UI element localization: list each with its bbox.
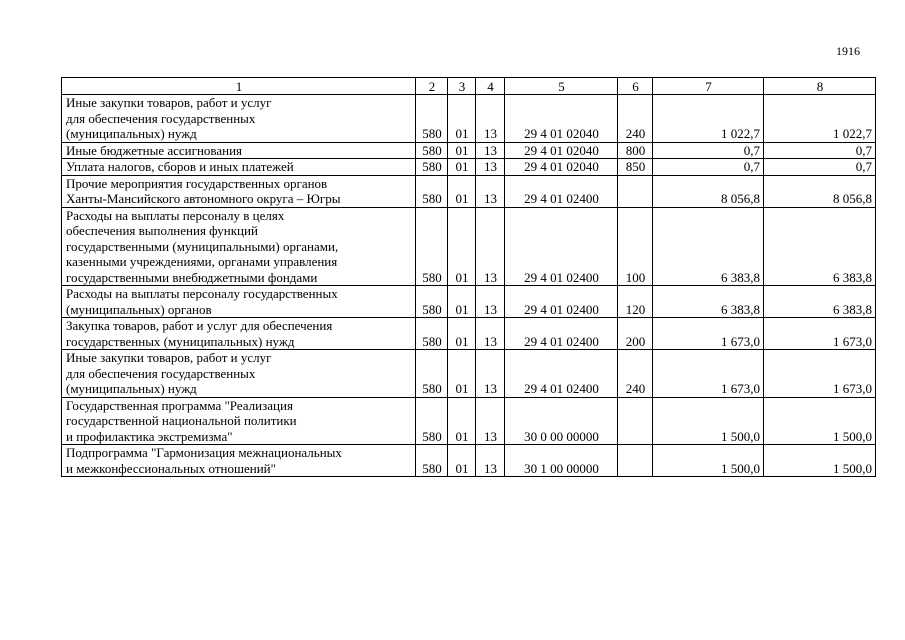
item-name-line: (муниципальных) нужд — [66, 381, 197, 396]
header-cell: 7 — [653, 78, 764, 95]
item-name-cell — [62, 95, 416, 143]
item-name-line: Иные закупки товаров, работ и услуг — [66, 350, 272, 365]
header-row — [62, 78, 876, 95]
subsection-cell: 13 — [476, 207, 505, 286]
item-name-line: Закупка товаров, работ и услуг для обеспечения — [66, 318, 333, 333]
amount-cell: 6 383,8 — [653, 286, 764, 318]
section-cell: 01 — [448, 95, 476, 143]
item-name-line: государственными внебюджетными фондами — [66, 269, 318, 285]
table-row — [62, 207, 876, 286]
admin-code-cell: 580 — [416, 142, 448, 159]
admin-code-cell: 580 — [416, 207, 448, 286]
amount-cell: 1 022,7 — [653, 95, 764, 143]
expense-type-cell: 240 — [618, 350, 653, 398]
section-cell: 01 — [448, 397, 476, 445]
target-article-cell: 30 1 00 00000 — [505, 445, 618, 477]
amount-cell: 1 673,0 — [653, 318, 764, 350]
item-name-line: казенными учреждениями, органами управления — [66, 254, 338, 269]
amount-cell: 1 673,0 — [764, 318, 876, 350]
target-article-cell: 29 4 01 02040 — [505, 159, 618, 176]
subsection-cell: 13 — [476, 350, 505, 398]
item-name-line: для обеспечения государственных — [66, 365, 256, 381]
header-cell: 3 — [448, 78, 476, 95]
target-article-cell: 29 4 01 02040 — [505, 95, 618, 143]
item-name-line: Иные закупки товаров, работ и услуг — [66, 95, 272, 110]
item-name-cell — [62, 350, 416, 398]
admin-code-cell: 580 — [416, 286, 448, 318]
target-article-cell: 29 4 01 02400 — [505, 350, 618, 398]
amount-cell: 0,7 — [653, 142, 764, 159]
amount-cell: 0,7 — [764, 142, 876, 159]
subsection-cell: 13 — [476, 159, 505, 176]
expense-type-cell: 100 — [618, 207, 653, 286]
item-name-cell — [62, 207, 416, 286]
item-name-cell — [62, 286, 416, 318]
target-article-cell: 29 4 01 02040 — [505, 142, 618, 159]
amount-cell: 1 500,0 — [764, 445, 876, 477]
item-name-line: (муниципальных) органов — [66, 301, 212, 317]
amount-cell: 1 673,0 — [764, 350, 876, 398]
admin-code-cell: 580 — [416, 350, 448, 398]
expense-type-cell: 240 — [618, 95, 653, 143]
amount-cell: 1 022,7 — [764, 95, 876, 143]
amount-cell: 1 500,0 — [653, 445, 764, 477]
item-name-cell — [62, 159, 416, 176]
table-row — [62, 445, 876, 477]
section-cell: 01 — [448, 142, 476, 159]
amount-cell: 8 056,8 — [653, 175, 764, 207]
table-row — [62, 350, 876, 398]
header-cell: 6 — [618, 78, 653, 95]
page-number: 1916 — [836, 44, 860, 58]
section-cell: 01 — [448, 159, 476, 176]
table-row — [62, 175, 876, 207]
item-name-line: государственных (муниципальных) нужд — [66, 333, 295, 349]
item-name-line: Уплата налогов, сборов и иных платежей — [66, 159, 294, 174]
amount-cell: 8 056,8 — [764, 175, 876, 207]
table-row — [62, 95, 876, 143]
admin-code-cell: 580 — [416, 175, 448, 207]
item-name-cell — [62, 397, 416, 445]
admin-code-cell: 580 — [416, 397, 448, 445]
admin-code-cell: 580 — [416, 159, 448, 176]
item-name-line: государственными (муниципальными) органами, — [66, 238, 339, 254]
expense-type-cell: 800 — [618, 142, 653, 159]
subsection-cell: 13 — [476, 445, 505, 477]
header-cell: 5 — [505, 78, 618, 95]
item-name-cell — [62, 142, 416, 159]
amount-cell: 0,7 — [764, 159, 876, 176]
expense-type-cell: 120 — [618, 286, 653, 318]
subsection-cell: 13 — [476, 286, 505, 318]
item-name-line: государственной национальной политики — [66, 413, 297, 428]
table-row — [62, 159, 876, 176]
table-row — [62, 286, 876, 318]
subsection-cell: 13 — [476, 175, 505, 207]
item-name-line: Иные бюджетные ассигнования — [66, 142, 243, 158]
table-row — [62, 397, 876, 445]
table-row — [62, 142, 876, 159]
subsection-cell: 13 — [476, 397, 505, 445]
expense-type-cell — [618, 175, 653, 207]
amount-cell: 6 383,8 — [764, 207, 876, 286]
expense-type-cell — [618, 397, 653, 445]
expense-type-cell: 850 — [618, 159, 653, 176]
target-article-cell: 29 4 01 02400 — [505, 207, 618, 286]
section-cell: 01 — [448, 175, 476, 207]
item-name-line: и межконфессиональных отношений" — [66, 460, 276, 476]
expense-type-cell: 200 — [618, 318, 653, 350]
admin-code-cell: 580 — [416, 318, 448, 350]
section-cell: 01 — [448, 350, 476, 398]
target-article-cell: 30 0 00 00000 — [505, 397, 618, 445]
target-article-cell: 29 4 01 02400 — [505, 175, 618, 207]
budget-table — [61, 77, 876, 477]
item-name-line: (муниципальных) нужд — [66, 126, 197, 141]
item-name-line: Ханты-Мансийского автономного округа – Югры — [66, 191, 341, 206]
item-name-line: Подпрограмма "Гармонизация межнациональных — [66, 445, 342, 460]
target-article-cell: 29 4 01 02400 — [505, 286, 618, 318]
item-name-line: Расходы на выплаты персоналу государственных — [66, 286, 338, 301]
table-row — [62, 318, 876, 350]
subsection-cell: 13 — [476, 318, 505, 350]
item-name-line: и профилактика экстремизма" — [66, 428, 233, 444]
item-name-cell — [62, 318, 416, 350]
header-cell: 2 — [416, 78, 448, 95]
section-cell: 01 — [448, 445, 476, 477]
item-name-line: Расходы на выплаты персоналу в целях — [66, 207, 285, 223]
table-body — [62, 95, 876, 477]
item-name-cell — [62, 445, 416, 477]
section-cell: 01 — [448, 318, 476, 350]
amount-cell: 6 383,8 — [764, 286, 876, 318]
section-cell: 01 — [448, 286, 476, 318]
subsection-cell: 13 — [476, 142, 505, 159]
item-name-line: Прочие мероприятия государственных органов — [66, 175, 328, 191]
target-article-cell: 29 4 01 02400 — [505, 318, 618, 350]
amount-cell: 1 500,0 — [764, 397, 876, 445]
subsection-cell: 13 — [476, 95, 505, 143]
admin-code-cell: 580 — [416, 95, 448, 143]
amount-cell: 0,7 — [653, 159, 764, 176]
item-name-line: обеспечения выполнения функций — [66, 223, 258, 238]
header-cell: 8 — [764, 78, 876, 95]
header-cell: 1 — [62, 78, 416, 95]
admin-code-cell: 580 — [416, 445, 448, 477]
item-name-cell — [62, 175, 416, 207]
item-name-line: Государственная программа "Реализация — [66, 397, 293, 413]
expense-type-cell — [618, 445, 653, 477]
header-cell: 4 — [476, 78, 505, 95]
section-cell: 01 — [448, 207, 476, 286]
amount-cell: 6 383,8 — [653, 207, 764, 286]
amount-cell: 1 673,0 — [653, 350, 764, 398]
item-name-line: для обеспечения государственных — [66, 110, 256, 126]
amount-cell: 1 500,0 — [653, 397, 764, 445]
